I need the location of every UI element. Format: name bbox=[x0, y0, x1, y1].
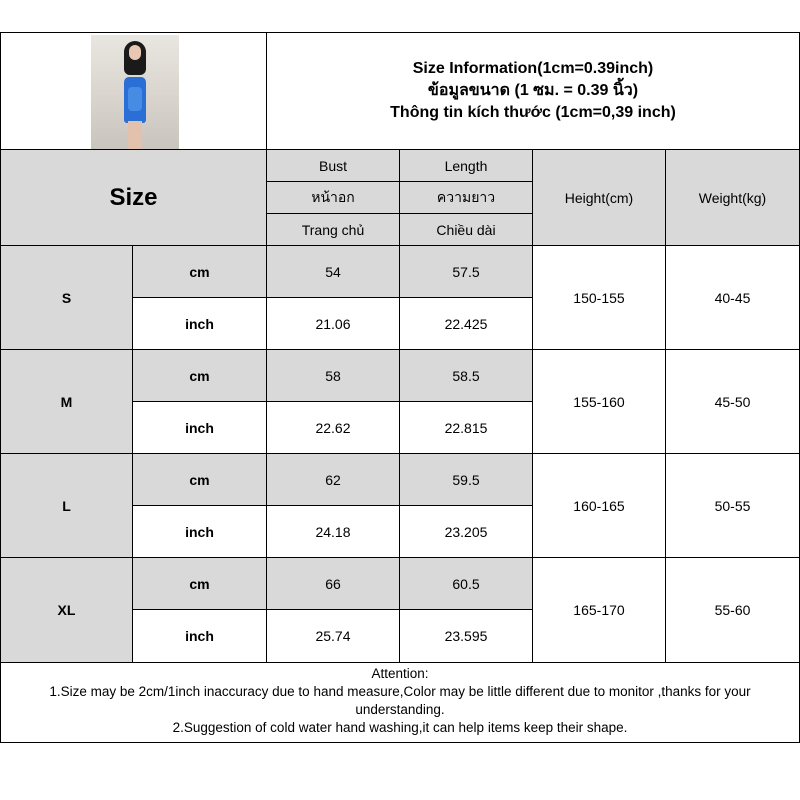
header-bust-th: หน้าอก bbox=[267, 182, 400, 214]
bust-cm: 62 bbox=[267, 454, 400, 506]
length-inch: 22.815 bbox=[400, 402, 533, 454]
length-cm: 58.5 bbox=[400, 350, 533, 402]
height-range: 150-155 bbox=[533, 246, 666, 350]
attention-title: Attention: bbox=[371, 666, 429, 681]
bust-cm: 54 bbox=[267, 246, 400, 298]
title-vi: Thông tin kích thước (1cm=0,39 inch) bbox=[390, 104, 676, 121]
header-weight: Weight(kg) bbox=[666, 150, 800, 246]
size-label: M bbox=[0, 350, 133, 454]
header-length-en: Length bbox=[400, 150, 533, 182]
unit-inch: inch bbox=[133, 298, 267, 350]
header-bust-en: Bust bbox=[267, 150, 400, 182]
unit-inch: inch bbox=[133, 610, 267, 663]
weight-range: 50-55 bbox=[666, 454, 800, 558]
length-cm: 60.5 bbox=[400, 558, 533, 610]
header-size: Size bbox=[0, 150, 267, 246]
header-bust-vi: Trang chủ bbox=[267, 214, 400, 246]
unit-cm: cm bbox=[133, 454, 267, 506]
length-cm: 59.5 bbox=[400, 454, 533, 506]
bust-cm: 58 bbox=[267, 350, 400, 402]
attention-line-1: 1.Size may be 2cm/1inch inaccuracy due to hand measure,Color may be little different due to monitor ,thanks for your understanding. bbox=[49, 684, 751, 717]
length-inch: 22.425 bbox=[400, 298, 533, 350]
size-label: XL bbox=[0, 558, 133, 663]
size-label: L bbox=[0, 454, 133, 558]
unit-inch: inch bbox=[133, 506, 267, 558]
header-height: Height(cm) bbox=[533, 150, 666, 246]
weight-range: 55-60 bbox=[666, 558, 800, 663]
unit-inch: inch bbox=[133, 402, 267, 454]
unit-cm: cm bbox=[133, 246, 267, 298]
title-th: ข้อมูลขนาด (1 ซม. = 0.39 นิ้ว) bbox=[427, 82, 639, 99]
height-range: 160-165 bbox=[533, 454, 666, 558]
height-range: 155-160 bbox=[533, 350, 666, 454]
weight-range: 40-45 bbox=[666, 246, 800, 350]
bust-inch: 22.62 bbox=[267, 402, 400, 454]
unit-cm: cm bbox=[133, 558, 267, 610]
height-range: 165-170 bbox=[533, 558, 666, 663]
attention-note bbox=[0, 663, 800, 743]
header-length-th: ความยาว bbox=[400, 182, 533, 214]
bust-inch: 24.18 bbox=[267, 506, 400, 558]
title-en: Size Information(1cm=0.39inch) bbox=[412, 60, 654, 77]
product-photo bbox=[91, 35, 179, 149]
attention-line-2: 2.Suggestion of cold water hand washing,it can help items keep their shape. bbox=[172, 720, 628, 735]
length-inch: 23.205 bbox=[400, 506, 533, 558]
bust-cm: 66 bbox=[267, 558, 400, 610]
length-cm: 57.5 bbox=[400, 246, 533, 298]
bust-inch: 25.74 bbox=[267, 610, 400, 663]
unit-cm: cm bbox=[133, 350, 267, 402]
size-chart bbox=[0, 32, 800, 743]
size-label: S bbox=[0, 246, 133, 350]
bust-inch: 21.06 bbox=[267, 298, 400, 350]
header-length-vi: Chiều dài bbox=[400, 214, 533, 246]
length-inch: 23.595 bbox=[400, 610, 533, 663]
product-image-cell bbox=[0, 32, 267, 150]
weight-range: 45-50 bbox=[666, 350, 800, 454]
title-cell bbox=[267, 32, 800, 150]
